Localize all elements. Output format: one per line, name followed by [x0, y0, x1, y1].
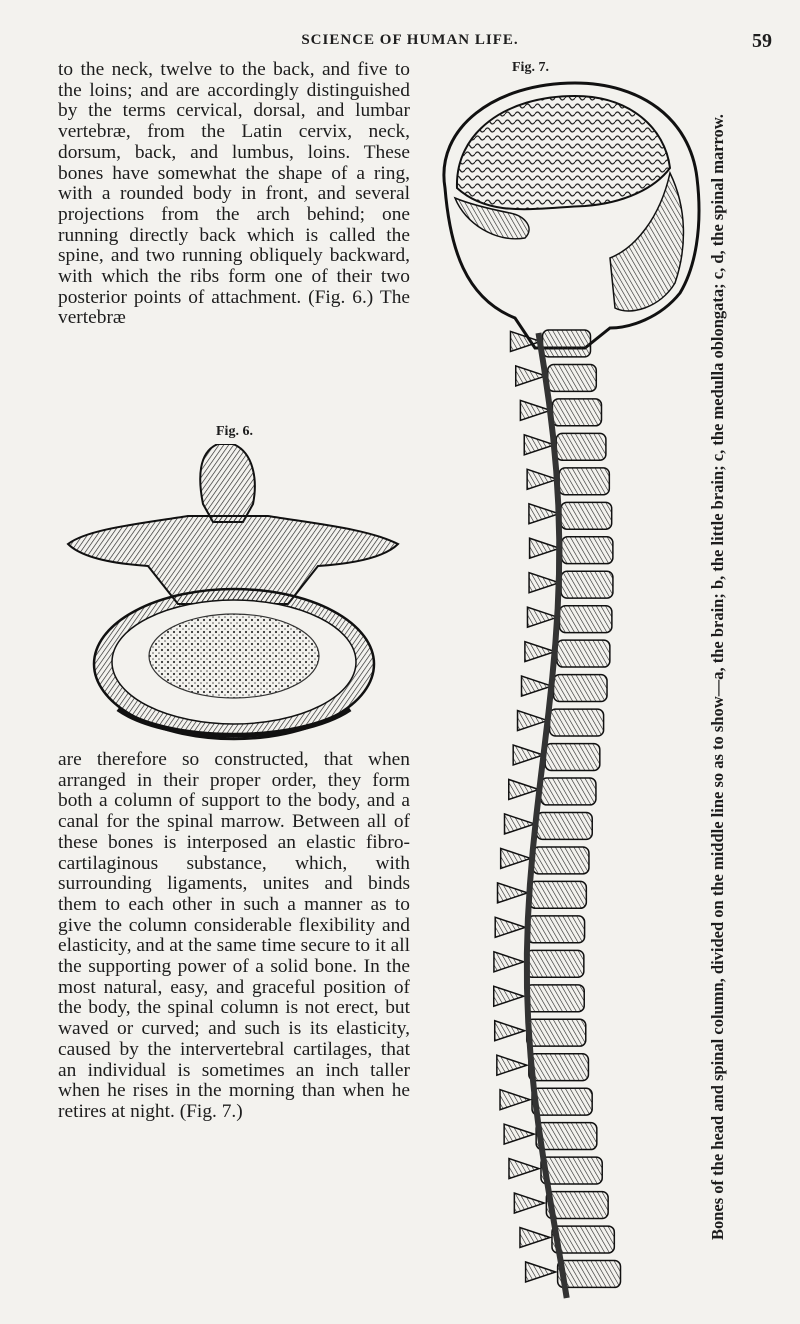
body-paragraph-top: to the neck, twelve to the back, and five to the loins; and are accordingly distinguished by the terms cervical, dorsal, and lumbar vertebræ, from the Latin cervix, neck, dorsum, back, and lumbus, loins. These bones have somewhat the shape of a ring, with a rounded body in front, and several projections from the arch behind; one running directly back which is called the spine, and two running obliquely backward, with which the ribs form one of their two posterior points of attachment. (Fig. 6.) The vertebræ [58, 59, 410, 329]
spinous-process [509, 779, 539, 799]
vertebra-body [548, 364, 597, 391]
spinous-process [504, 1124, 534, 1144]
vertebra-body [532, 1088, 592, 1115]
vertebra-body [527, 916, 584, 943]
spinous-process [514, 1193, 544, 1213]
vertebra-body [526, 950, 584, 977]
vertebra-body [543, 330, 591, 357]
vertebra-body [529, 1054, 589, 1081]
vertebra-body [541, 778, 596, 805]
vertebra-body [559, 606, 611, 633]
vertebra-body [550, 709, 604, 736]
spinous-process [518, 711, 548, 731]
vertebra-body [556, 433, 606, 460]
vertebra-body [526, 985, 584, 1012]
vertebra-body [536, 1123, 597, 1150]
spinous-process [527, 607, 557, 627]
vertebra-body [533, 847, 589, 874]
spinous-process [495, 1021, 525, 1041]
figure-7-caption: Bones of the head and spinal column, divided on the middle line so as to show—a, the brain; b, the little brain; c, the medulla oblongata; c, d, the spinal marrow. [708, 114, 727, 1240]
spinous-process [495, 917, 525, 937]
spinous-process [494, 986, 524, 1006]
page-number: 59 [752, 30, 772, 52]
body-paragraph-bottom: are therefore so constructed, that when arranged in their proper order, they form both a column of support to the body, and a canal for the spinal marrow. Between all of these bones is interposed an elastic fibro-cartilaginous substance, which, with surrounding ligaments, unites and binds them to each other in such a manner as to give the column considerable flexibility and elasticity, and at the same time secure to it all the supporting power of a solid bone. In the most natural, easy, and graceful position of the body, the spinal column is not erect, but waved or curved; and such is its elasticity, caused by the intervertebral cartilages, that an individual is sometimes an inch taller when he rises in the morning than when he retires at night. (Fig. 7.) [58, 749, 410, 1122]
spinous-process [505, 814, 535, 834]
vertebra-body [559, 468, 609, 495]
spinous-process [520, 1228, 550, 1248]
spinous-process [529, 504, 559, 524]
vertebra-body [554, 675, 608, 702]
spinous-process [530, 538, 560, 558]
spinous-process [522, 676, 552, 696]
spinous-process [513, 745, 543, 765]
vertebra-body [562, 537, 613, 564]
vertebra-body [545, 744, 600, 771]
vertebra-body [561, 502, 612, 529]
spinous-process [524, 435, 554, 455]
figure-6-label: Fig. 6. [216, 424, 253, 439]
spinous-process [526, 1262, 556, 1282]
spinous-process [497, 1055, 527, 1075]
spinous-process [501, 848, 531, 868]
figure-6-vertebra-illustration [58, 444, 410, 744]
vertebra-body [530, 881, 587, 908]
spinous-process [525, 642, 555, 662]
spinous-process [500, 1090, 530, 1110]
vertebra-body [561, 571, 613, 598]
vertebra-body [541, 1157, 602, 1184]
figure-7-label: Fig. 7. [512, 60, 549, 75]
spinous-process [520, 400, 550, 420]
vertebra-body [552, 399, 601, 426]
running-header: SCIENCE OF HUMAN LIFE. [301, 32, 519, 48]
spinous-process [527, 469, 557, 489]
vertebra-body [527, 1019, 586, 1046]
figure-7-head-and-spine-illustration [425, 78, 705, 1318]
spinous-process [494, 952, 524, 972]
spinous-process [529, 573, 559, 593]
spinous-process [498, 883, 528, 903]
vertebra-body [557, 640, 610, 667]
spinous-process [509, 1159, 539, 1179]
vertebra-body [537, 813, 593, 840]
